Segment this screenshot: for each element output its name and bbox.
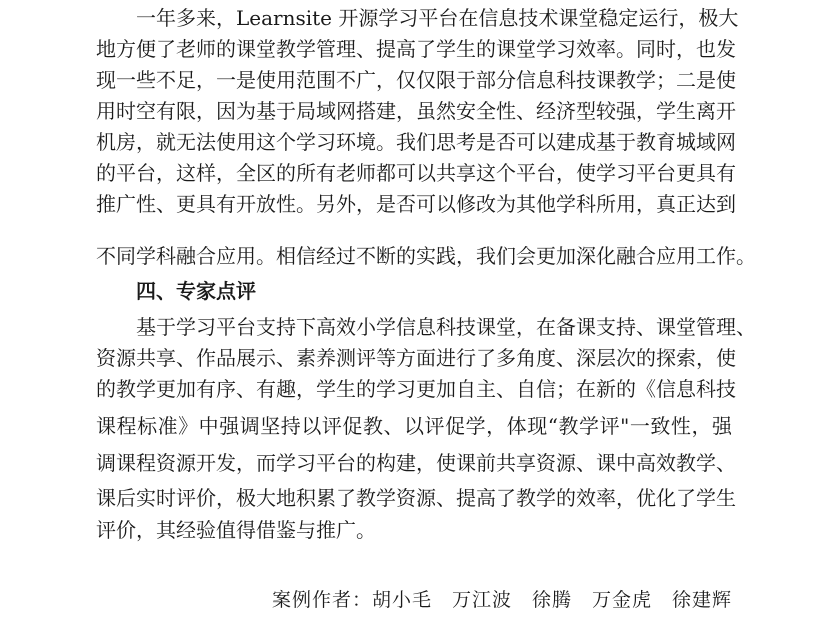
text-line: 调课程资源开发，而学习平台的构建，使课前共享资源、课中高效教学、 [96, 451, 736, 475]
text-line: 用时空有限，因为基于局域网搭建，虽然安全性、经济型较强，学生离开 [96, 99, 736, 123]
text-line: 课程标准》中强调坚持以评促教、以评促学，体现“教学评"一致性，强 [96, 414, 732, 438]
text-line: 课后实时评价，极大地积累了教学资源、提高了教学的效率，优化了学生 [96, 486, 736, 510]
text-line: 一年多来，Learnsite 开源学习平台在信息技术课堂稳定运行，极大 [136, 6, 739, 30]
text-line: 机房，就无法使用这个学习环境。我们思考是否可以建成基于教育城域网 [96, 130, 736, 154]
text-line: 资源共享、作品展示、素养测评等方面进行了多角度、深层次的探索，使 [96, 346, 736, 370]
text-line: 地方便了老师的课堂教学管理、提高了学生的课堂学习效率。同时，也发 [96, 37, 736, 61]
text-line: 的教学更加有序、有趣，学生的学习更加自主、自信；在新的《信息科技 [96, 377, 736, 401]
text-line: 现一些不足，一是使用范围不广，仅仅限于部分信息科技课教学；二是使 [96, 68, 736, 92]
case-authors: 案例作者：胡小毛 万江波 徐腾 万金虎 徐建辉 [271, 589, 732, 611]
text-line: 基于学习平台支持下高效小学信息科技课堂，在备课支持、课堂管理、 [136, 315, 756, 339]
section-heading: 四、专家点评 [136, 279, 256, 303]
text-line: 推广性、更具有开放性。另外，是否可以修改为其他学科所用，真正达到 [96, 192, 736, 216]
text-line: 评价，其经验值得借鉴与推广。 [96, 518, 376, 542]
text-line: 的平台，这样，全区的所有老师都可以共享这个平台，使学习平台更具有 [96, 161, 736, 185]
text-line: 不同学科融合应用。相信经过不断的实践，我们会更加深化融合应用工作。 [96, 244, 756, 268]
